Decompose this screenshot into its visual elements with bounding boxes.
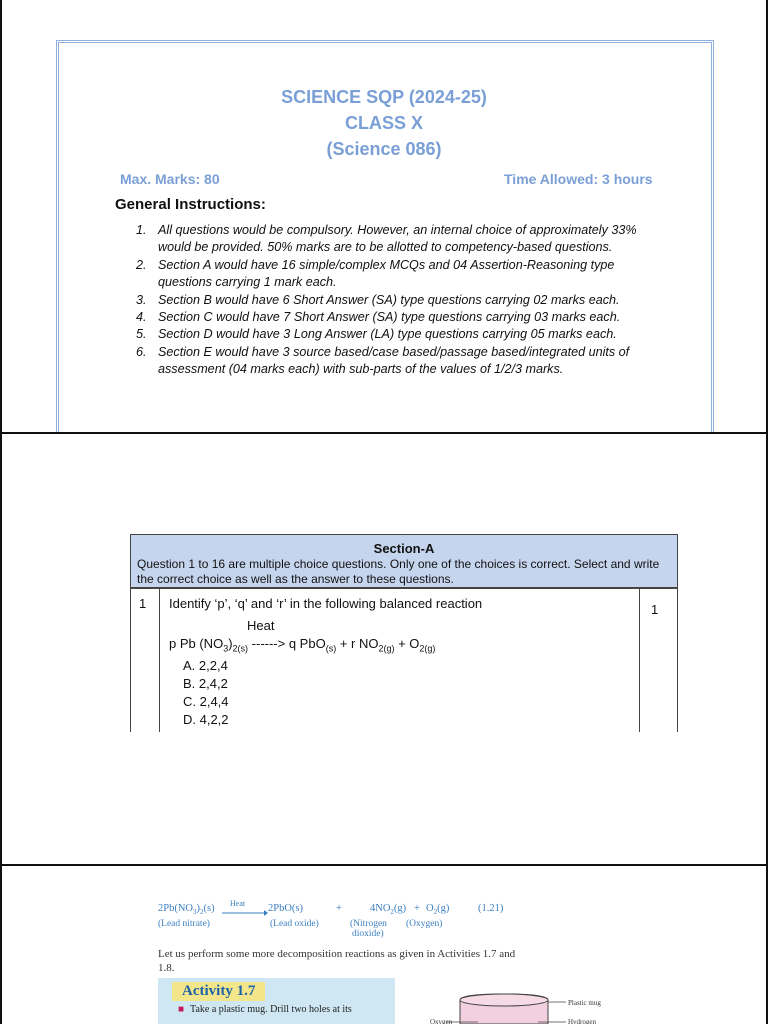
instruction-number: 2.	[136, 257, 147, 272]
textbook-page	[0, 866, 768, 1024]
reaction-product-pbo: 2PbO(s)	[268, 903, 304, 914]
paper-title: SCIENCE SQP (2024-25)	[281, 87, 487, 107]
instruction-text: Section D would have 3 Long Answer (LA) type questions carrying 05 marks each.	[158, 327, 617, 342]
reaction-condition: Heat	[247, 618, 275, 633]
diagram-label-plastic-mug: Plastic mug	[568, 999, 601, 1007]
instruction-item	[136, 292, 666, 309]
label-nitrogen: (Nitrogen	[350, 919, 387, 929]
label-lead-nitrate: (Lead nitrate)	[158, 919, 210, 929]
instruction-text: All questions would be compulsory. However, an internal choice of approximately 33% would be provided. 50% marks are to be allotted to competency-based questions.	[158, 223, 637, 255]
max-marks: Max. Marks: 80	[120, 171, 220, 187]
instruction-text: Section E would have 3 source based/case based/passage based/integrated units of assessment (04 marks each) with sub-parts of the values of 1/2/3 marks.	[158, 344, 630, 377]
question-table	[130, 534, 678, 732]
instruction-number: 4.	[136, 310, 147, 325]
reaction-arrow-icon	[222, 910, 268, 916]
option-d: D. 4,2,2	[183, 712, 229, 727]
activity-text: ■ Take a plastic mug. Drill two holes at its	[178, 1004, 352, 1015]
reaction-reactant: $2Pb(NO_3)_2(s)$	[158, 903, 215, 917]
section-title: Section-A	[373, 541, 435, 556]
instruction-text: Section C would have 7 Short Answer (SA) type questions carrying 03 marks each.	[158, 310, 621, 325]
option-b: B. 2,4,2	[183, 676, 228, 691]
instruction-item	[136, 257, 666, 292]
instruction-number: 1.	[136, 223, 147, 237]
label-oxygen: (Oxygen)	[406, 919, 443, 929]
general-instructions-heading: General Instructions:	[115, 196, 266, 213]
instruction-text: Section A would have 16 simple/complex MCQs and 04 Assertion-Reasoning type questions carrying 1 mark each.	[158, 257, 615, 290]
body-paragraph: Let us perform some more decomposition reactions as given in Activities 1.7 and 1.8.	[158, 948, 516, 974]
instructions-list	[136, 222, 666, 379]
section-a-page	[0, 434, 768, 864]
instruction-text: Section B would have 6 Short Answer (SA) type questions carrying 02 marks each.	[158, 292, 620, 307]
instruction-item	[136, 344, 666, 379]
activity-title: Activity 1.7	[172, 982, 265, 1001]
activity-box	[158, 978, 395, 1024]
instruction-number: 5.	[136, 327, 147, 342]
question-number: 1	[139, 596, 147, 611]
chemical-equation: p Pb $(NO_3)_{2(s)}$ ------> q PbO$_{(s)}$ + r $NO_{2(g)} + O_{2(g)}$	[169, 636, 436, 654]
paper-class: CLASS X	[344, 113, 423, 133]
diagram-label-hydrogen: Hydrogen	[568, 1018, 596, 1024]
label-dioxide: dioxide)	[352, 929, 384, 939]
question-marks: 1	[651, 602, 659, 617]
equation-number: (1.21)	[478, 903, 504, 914]
paper-subject: (Science 086)	[326, 139, 442, 159]
section-header	[130, 534, 678, 588]
instruction-item	[136, 222, 666, 257]
plus-sign: +	[336, 903, 342, 914]
option-a: A. 2,2,4	[183, 658, 228, 673]
label-lead-oxide: (Lead oxide)	[270, 919, 319, 929]
option-c: C. 2,4,4	[183, 694, 229, 709]
instruction-number: 3.	[136, 292, 147, 307]
table-row	[130, 588, 678, 732]
time-allowed: Time Allowed: 3 hours	[504, 171, 653, 187]
reaction-product-no2: $4NO_2(g)$	[370, 903, 407, 917]
heat-label: Heat	[230, 899, 246, 908]
question-paper-cover	[0, 0, 768, 432]
section-description: Question 1 to 16 are multiple choice questions. Only one of the choices is correct. Select and write the correct choice as well as the answer to these questions.	[137, 557, 660, 586]
instruction-number: 6.	[136, 344, 147, 359]
diagram-label-oxygen: Oxygen	[430, 1018, 453, 1024]
instruction-item	[136, 309, 666, 326]
reaction-product-o2: $O_2(g)$	[426, 903, 450, 917]
question-text: Identify ‘p’, ‘q’ and ‘r’ in the following balanced reaction	[169, 596, 483, 611]
instruction-item	[136, 326, 666, 343]
plus-sign: +	[414, 903, 420, 914]
